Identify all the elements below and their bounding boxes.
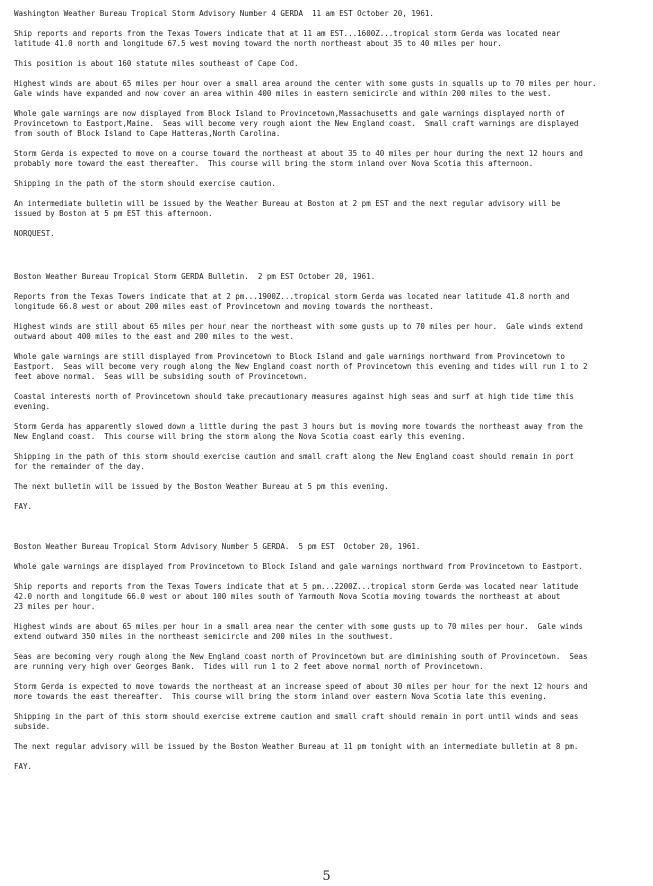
section-spacer bbox=[14, 249, 648, 272]
paragraph: Reports from the Texas Towers indicate that at 2 pm...1900Z...tropical storm Gerda was located near latitude 41.8 north and longitude 66.8 west or about 200 miles east of Provincetown and moving towards the northeast. bbox=[14, 292, 570, 311]
document-page bbox=[14, 9, 648, 782]
paragraph: Storm Gerda has apparently slowed down a little during the past 3 hours but is moving more towards the northeast away from the New England coast. This course will bring the storm along the Nova Scotia coast early this evening. bbox=[14, 422, 583, 441]
paragraph: Highest winds are still about 65 miles per hour near the northeast with some gusts up to 70 miles per hour. Gale winds extend outward about 400 miles to the east and 200 miles to the west. bbox=[14, 322, 583, 341]
paragraph: Whole gale warnings are now displayed from Block Island to Provincetown,Massachusetts and gale warnings displayed north of Provincetown to Eastport,Maine. Seas will become very rough aiont the New England coast. Small craft warnings are displayed from south of Block Island to Cape Hatteras,North Carolina. bbox=[14, 109, 579, 138]
paragraph: Whole gale warnings are still displayed from Provincetown to Block Island and gale warnings northward from Provincetown to Eastport. Seas will become very rough along the New England coast north of Provincetown this evening and tides will run 1 to 2 feet above normal. Seas will be subsiding south of Provincetown. bbox=[14, 352, 588, 381]
bulletin-header: Boston Weather Bureau Tropical Storm Advisory Number 5 GERDA. 5 pm EST October 20, 1961. bbox=[14, 542, 421, 551]
paragraph: Shipping in the part of this storm should exercise extreme caution and small craft should remain in port until winds and seas subside. bbox=[14, 712, 579, 731]
section-spacer bbox=[14, 522, 648, 542]
bulletin-advisory-4 bbox=[14, 9, 648, 239]
bulletin-2pm bbox=[14, 272, 648, 512]
bulletin-header: Washington Weather Bureau Tropical Storm Advisory Number 4 GERDA 11 am EST October 20, 1961. bbox=[14, 9, 434, 18]
signature: FAY. bbox=[14, 502, 33, 511]
paragraph: Shipping in the path of the storm should exercise caution. bbox=[14, 179, 276, 188]
paragraph: Coastal interests north of Provincetown should take precautionary measures against high seas and surf at high tide time this evening. bbox=[14, 392, 574, 411]
paragraph: This position is about 160 statute miles southeast of Cape Cod. bbox=[14, 59, 299, 68]
paragraph: Whole gale warnings are displayed from Provincetown to Block Island and gale warnings northward from Provincetown to Eastport. bbox=[14, 562, 583, 571]
signature: NORQUEST. bbox=[14, 229, 55, 238]
signature: FAY. bbox=[14, 762, 33, 771]
paragraph: Ship reports and reports from the Texas Towers indicate that at 5 pm...2200Z...tropical storm Gerda was located near latitude 42.0 north and longitude 66.0 west or about 100 miles south of Yarmouth Nova Scotia moving towards the northeast at about 23 miles per hour. bbox=[14, 582, 579, 611]
bulletin-header: Boston Weather Bureau Tropical Storm GERDA Bulletin. 2 pm EST October 20, 1961. bbox=[14, 272, 376, 281]
paragraph: Highest winds are about 65 miles per hour over a small area around the center with some gusts in squalls up to 70 miles per hour. Gale winds have expanded and now cover an area within 400 miles in eastern semicircle and within 200 miles to the west. bbox=[14, 79, 597, 98]
paragraph: Shipping in the path of this storm should exercise caution and small craft along the New England coast should remain in port for the remainder of the day. bbox=[14, 452, 574, 471]
paragraph: An intermediate bulletin will be issued by the Weather Bureau at Boston at 2 pm EST and the next regular advisory will be issued by Boston at 5 pm EST this afternoon. bbox=[14, 199, 561, 218]
paragraph: Storm Gerda is expected to move on a course toward the northeast at about 35 to 40 miles per hour during the next 12 hours and probably more toward the east thereafter. This course will bring the storm inland over Nova Scotia this afternoon. bbox=[14, 149, 583, 168]
paragraph: The next bulletin will be issued by the Boston Weather Bureau at 5 pm this evening. bbox=[14, 482, 389, 491]
paragraph: Storm Gerda is expected to move towards the northeast at an increase speed of about 30 miles per hour for the next 12 hours and more towards the east thereafter. This course will bring the storm inland over eastern Nova Scotia late this evening. bbox=[14, 682, 588, 701]
paragraph: Ship reports and reports from the Texas Towers indicate that at 11 am EST...1600Z...tropical storm Gerda was located near latitude 41.0 north and longitude 67.5 west moving toward the north northeast about 35 to 40 miles per hour. bbox=[14, 29, 561, 48]
paragraph: Highest winds are about 65 miles per hour in a small area near the center with some gusts up to 70 miles per hour. Gale winds extend outward 350 miles in the northeast semicircle and 200 miles in the southwest. bbox=[14, 622, 583, 641]
paragraph: Seas are becoming very rough along the New England coast north of Provincetown but are diminishing south of Provincetown. Seas are running very high over Georges Bank. Tides will run 1 to 2 feet above normal north of Provincetown. bbox=[14, 652, 588, 671]
bulletin-advisory-5 bbox=[14, 542, 648, 772]
paragraph: The next regular advisory will be issued by the Boston Weather Bureau at 11 pm tonight with an intermediate bulletin at 8 pm. bbox=[14, 742, 579, 751]
page-number: 5 bbox=[322, 869, 331, 884]
